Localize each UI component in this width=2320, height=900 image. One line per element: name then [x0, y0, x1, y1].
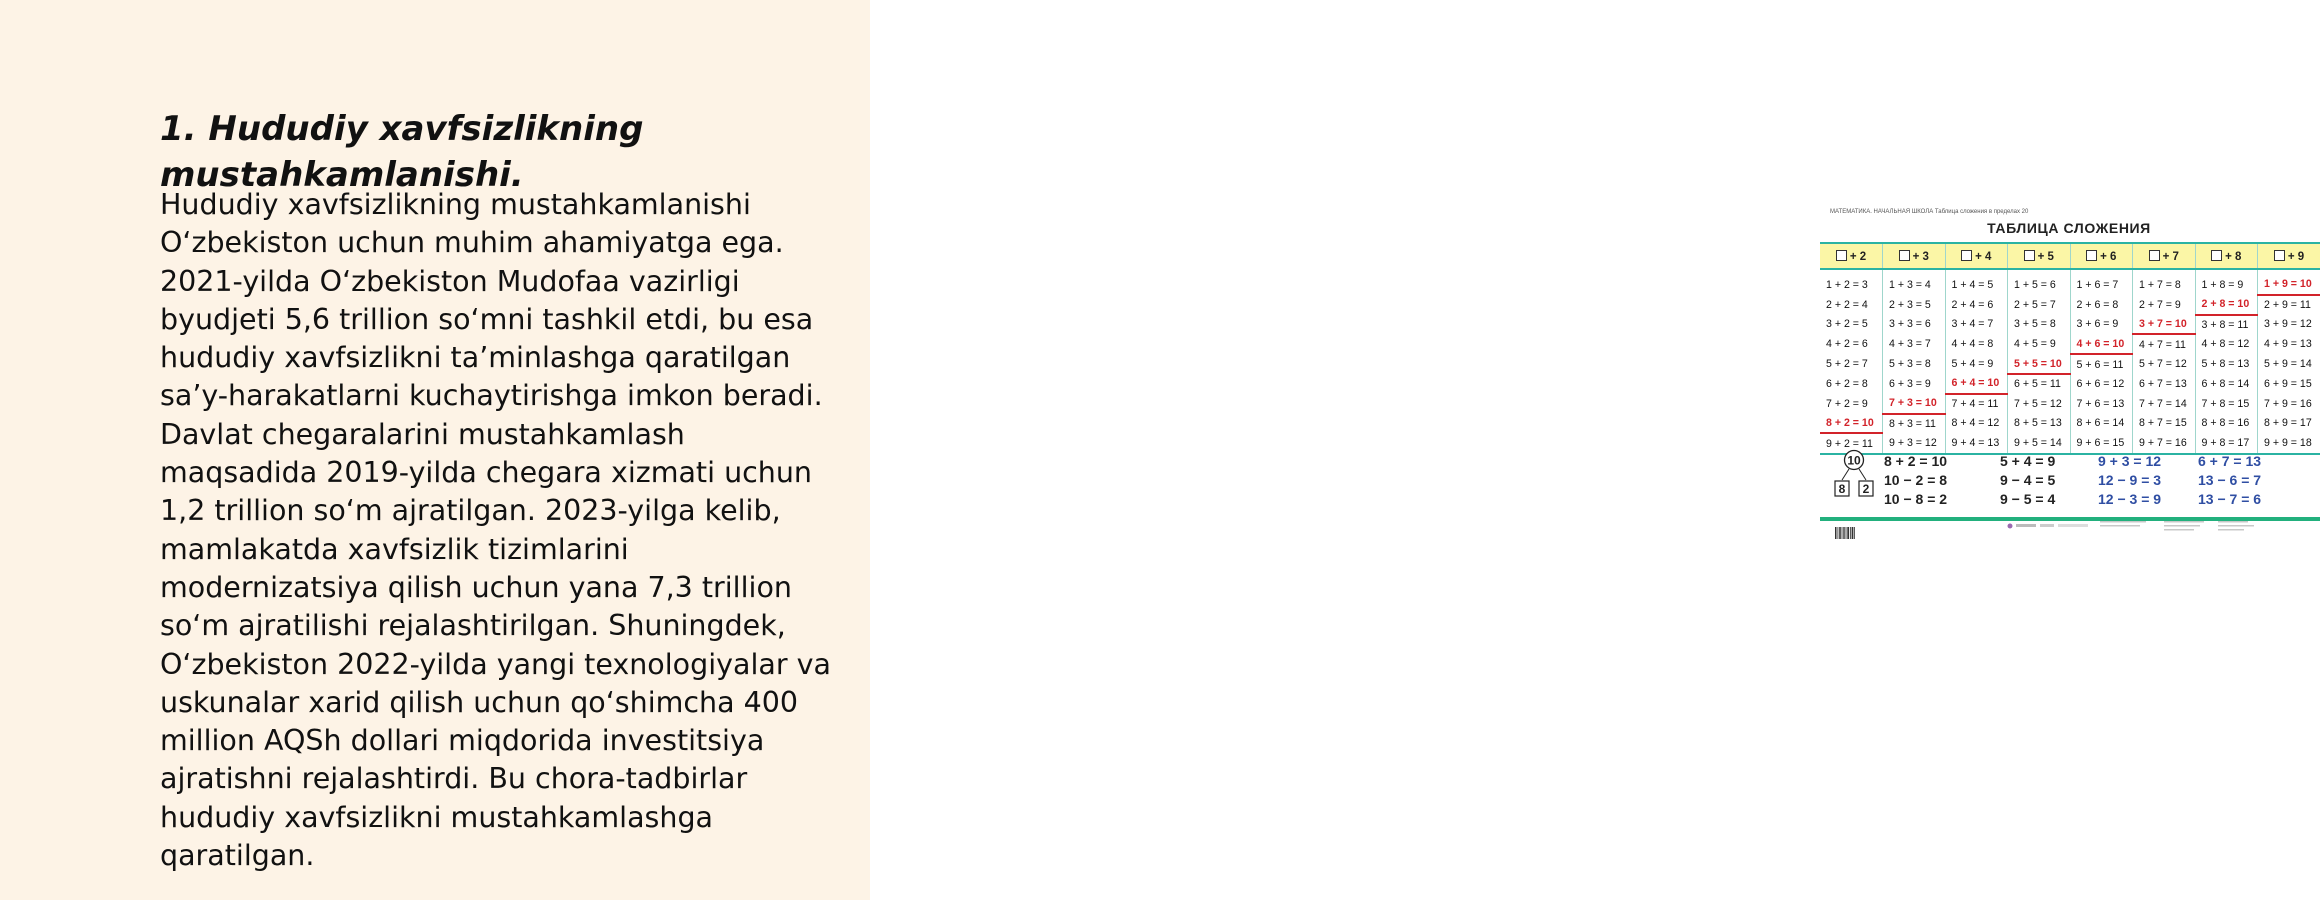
empty-box-icon [2211, 250, 2222, 261]
addition-table-poster [1818, 200, 2320, 545]
table-row [1820, 414, 2320, 434]
table-cell: 8 + 6 = 14 [2070, 414, 2133, 434]
table-row [1820, 295, 2320, 315]
image-panel [870, 0, 2312, 900]
column-header [1945, 243, 2008, 269]
example-equation: 10 − 8 = 2 [1884, 491, 1948, 507]
table-cell: 5 + 3 = 8 [1883, 354, 1946, 374]
table-cell: 9 + 5 = 14 [2008, 433, 2071, 454]
table-cell: 1 + 4 = 5 [1945, 269, 2008, 295]
example-equation: 12 − 3 = 9 [2098, 491, 2162, 507]
table-cell: 3 + 5 = 8 [2008, 315, 2071, 335]
table-cell: 1 + 6 = 7 [2070, 269, 2133, 295]
addition-table-header-row [1820, 243, 2320, 269]
column-header-label: + 4 [1975, 250, 1992, 263]
table-cell: 2 + 6 = 8 [2070, 295, 2133, 315]
table-cell: 4 + 2 = 6 [1826, 338, 1868, 351]
empty-box-icon [2086, 250, 2097, 261]
table-cell: 1 + 3 = 4 [1883, 269, 1946, 295]
table-cell: 2 + 7 = 9 [2133, 295, 2196, 315]
table-cell: 9 + 8 = 17 [2195, 433, 2258, 454]
table-cell: 6 + 5 = 11 [2008, 374, 2071, 394]
table-cell: 5 + 8 = 13 [2195, 354, 2258, 374]
column-header-label: + 5 [2037, 250, 2054, 263]
table-cell: 7 + 5 = 12 [2008, 394, 2071, 414]
table-cell: 8 + 2 = 10 [1820, 414, 1883, 434]
table-cell: 4 + 5 = 9 [2008, 334, 2071, 354]
table-cell: 3 + 8 = 11 [2195, 315, 2258, 335]
column-header-label: + 8 [2225, 250, 2242, 263]
table-cell: 5 + 9 = 14 [2258, 354, 2320, 374]
table-cell: 4 + 4 = 8 [1945, 334, 2008, 354]
empty-box-icon [2149, 250, 2160, 261]
table-cell: 1 + 5 = 6 [2008, 269, 2071, 295]
table-cell: 4 + 8 = 12 [2195, 334, 2258, 354]
table-cell: 9 + 6 = 15 [2070, 433, 2133, 454]
bond-whole-value: 10 [1847, 453, 1861, 468]
table-cell: 3 + 6 = 9 [2070, 315, 2133, 335]
table-cell: 8 + 5 = 13 [2008, 414, 2071, 434]
table-row [1820, 315, 2320, 335]
table-cell: 8 + 4 = 12 [1945, 414, 2008, 434]
column-header [2258, 243, 2320, 269]
table-cell: 5 + 2 = 7 [1826, 358, 1868, 371]
table-cell: 6 + 8 = 14 [2195, 374, 2258, 394]
column-header [1883, 243, 1946, 269]
example-equation: 12 − 9 = 3 [2098, 472, 2162, 488]
table-cell: 7 + 6 = 13 [2070, 394, 2133, 414]
table-cell: 2 + 4 = 6 [1945, 295, 2008, 315]
table-row [1820, 354, 2320, 374]
table-cell: 7 + 7 = 14 [2133, 394, 2196, 414]
example-equation: 9 − 5 = 4 [2000, 491, 2056, 507]
number-bond-diagram [1832, 450, 1876, 504]
column-header [2070, 243, 2133, 269]
empty-box-icon [2024, 250, 2035, 261]
table-cell: 8 + 8 = 16 [2195, 414, 2258, 434]
table-cell: 7 + 2 = 9 [1826, 397, 1868, 410]
table-row [1820, 394, 2320, 414]
table-cell: 7 + 9 = 16 [2258, 394, 2320, 414]
table-cell: 2 + 9 = 11 [2258, 295, 2320, 315]
table-cell: 9 + 2 = 11 [1820, 433, 1883, 454]
table-cell: 3 + 9 = 12 [2258, 315, 2320, 335]
table-cell: 6 + 4 = 10 [1945, 374, 2008, 394]
table-cell: 4 + 9 = 13 [2258, 334, 2320, 354]
table-cell: 2 + 5 = 7 [2008, 295, 2071, 315]
table-row [1820, 334, 2320, 354]
table-row [1820, 269, 2320, 295]
column-header-label: + 7 [2162, 250, 2179, 263]
table-cell: 9 + 3 = 12 [1883, 433, 1946, 454]
table-cell: 1 + 2 = 3 [1826, 278, 1868, 291]
empty-box-icon [2274, 250, 2285, 261]
addition-table [1820, 242, 2320, 455]
column-header [2133, 243, 2196, 269]
column-header [2008, 243, 2071, 269]
table-cell: 7 + 8 = 15 [2195, 394, 2258, 414]
example-group [1884, 452, 1984, 509]
table-cell: 8 + 7 = 15 [2133, 414, 2196, 434]
bond-part-a-value: 8 [1838, 482, 1846, 496]
table-cell: 9 + 9 = 18 [2258, 433, 2320, 454]
table-cell: 1 + 8 = 9 [2195, 269, 2258, 295]
example-equation: 13 − 7 = 6 [2198, 491, 2262, 507]
text-panel [0, 0, 870, 900]
table-cell: 3 + 7 = 10 [2133, 315, 2196, 335]
table-cell: 6 + 7 = 13 [2133, 374, 2196, 394]
table-cell: 9 + 4 = 13 [1945, 433, 2008, 454]
example-equation: 9 − 4 = 5 [2000, 472, 2056, 488]
example-equation: 9 + 3 = 12 [2098, 453, 2162, 469]
barcode-icon [1835, 527, 1855, 539]
column-header [1820, 243, 1883, 269]
table-cell: 4 + 6 = 10 [2070, 334, 2133, 354]
empty-box-icon [1836, 250, 1847, 261]
table-cell: 4 + 7 = 11 [2133, 334, 2196, 354]
table-cell: 5 + 7 = 12 [2133, 354, 2196, 374]
table-cell: 6 + 3 = 9 [1883, 374, 1946, 394]
example-equation: 5 + 4 = 9 [2000, 453, 2056, 469]
empty-box-icon [1961, 250, 1972, 261]
table-cell: 8 + 3 = 11 [1883, 414, 1946, 434]
column-header-label: + 3 [1912, 250, 1929, 263]
table-cell: 7 + 4 = 11 [1945, 394, 2008, 414]
table-cell: 8 + 9 = 17 [2258, 414, 2320, 434]
table-cell: 2 + 2 = 4 [1826, 298, 1868, 311]
slide-title: 1. Hududiy xavfsizlikning mustahkamlanishi. [160, 109, 644, 195]
table-cell: 6 + 2 = 8 [1826, 377, 1868, 390]
column-header [2195, 243, 2258, 269]
example-group [2198, 452, 2298, 509]
table-cell: 6 + 6 = 12 [2070, 374, 2133, 394]
empty-box-icon [1899, 250, 1910, 261]
column-header-label: + 2 [1849, 250, 1867, 263]
table-cell: 3 + 4 = 7 [1945, 315, 2008, 335]
publisher-imprint [2100, 520, 2260, 534]
table-row [1820, 374, 2320, 394]
example-equation: 10 − 2 = 8 [1884, 472, 1948, 488]
table-cell: 4 + 3 = 7 [1883, 334, 1946, 354]
table-cell: 1 + 7 = 8 [2133, 269, 2196, 295]
table-cell: 7 + 3 = 10 [1883, 394, 1946, 414]
table-cell: 2 + 3 = 5 [1883, 295, 1946, 315]
example-equation: 13 − 6 = 7 [2198, 472, 2262, 488]
publisher-logo [2006, 522, 2096, 530]
example-equation: 8 + 2 = 10 [1884, 453, 1948, 469]
bond-part-b-value: 2 [1862, 482, 1870, 496]
table-cell: 5 + 6 = 11 [2070, 354, 2133, 374]
poster-header: МАТЕМАТИКА. НАЧАЛЬНАЯ ШКОЛА Таблица сложения в пределах 20 [1830, 209, 2029, 215]
example-group [2000, 452, 2100, 509]
table-cell: 5 + 4 = 9 [1945, 354, 2008, 374]
table-cell: 2 + 8 = 10 [2195, 295, 2258, 315]
table-cell: 3 + 2 = 5 [1826, 318, 1868, 331]
poster-title: ТАБЛИЦА СЛОЖЕНИЯ [1987, 220, 2151, 236]
column-header-label: + 9 [2287, 250, 2305, 263]
table-cell: 3 + 3 = 6 [1883, 315, 1946, 335]
table-cell: 5 + 5 = 10 [2008, 354, 2071, 374]
example-equation: 6 + 7 = 13 [2198, 453, 2262, 469]
table-cell: 9 + 7 = 16 [2133, 433, 2196, 454]
example-group [2098, 452, 2198, 509]
table-cell: 1 + 9 = 10 [2258, 269, 2320, 295]
slide-body-text: Hududiy xavfsizlikning mustahkamlanishi O‘zbekiston uchun muhim ahamiyatga ega. 2021-yilda O‘zbekiston Mudofaa vazirligi byudjeti 5,6 trillion so‘mni tashkil etdi, bu esa hududiy xavfsizlikni ta’minlashga qaratilgan sa’y-harakatlarni kuchaytirishga imkon beradi. Davlat chegaralarini mustahkamlash maqsadida 2019-yilda chegara xizmati uchun 1,2 trillion so‘m ajratilgan. 2023-yilga kelib, mamlakatda xavfsizlik tizimlarini modernizatsiya qilish uchun yana 7,3 trillion so‘m ajratilishi rejalashtirilgan. Shuningdek, O‘zbekiston 2022-yilda yangi texnologiyalar va uskunalar xarid qilish uchun qo‘shimcha 400 million AQSh dollari miqdorida investitsiya ajratishni rejalashtirdi. Bu chora-tadbirlar hududiy xavfsizlikni mustahkamlashga qaratilgan. [160, 188, 831, 873]
column-header-label: + 6 [2100, 250, 2117, 263]
table-cell: 6 + 9 = 15 [2258, 374, 2320, 394]
addition-table-body [1820, 269, 2320, 454]
